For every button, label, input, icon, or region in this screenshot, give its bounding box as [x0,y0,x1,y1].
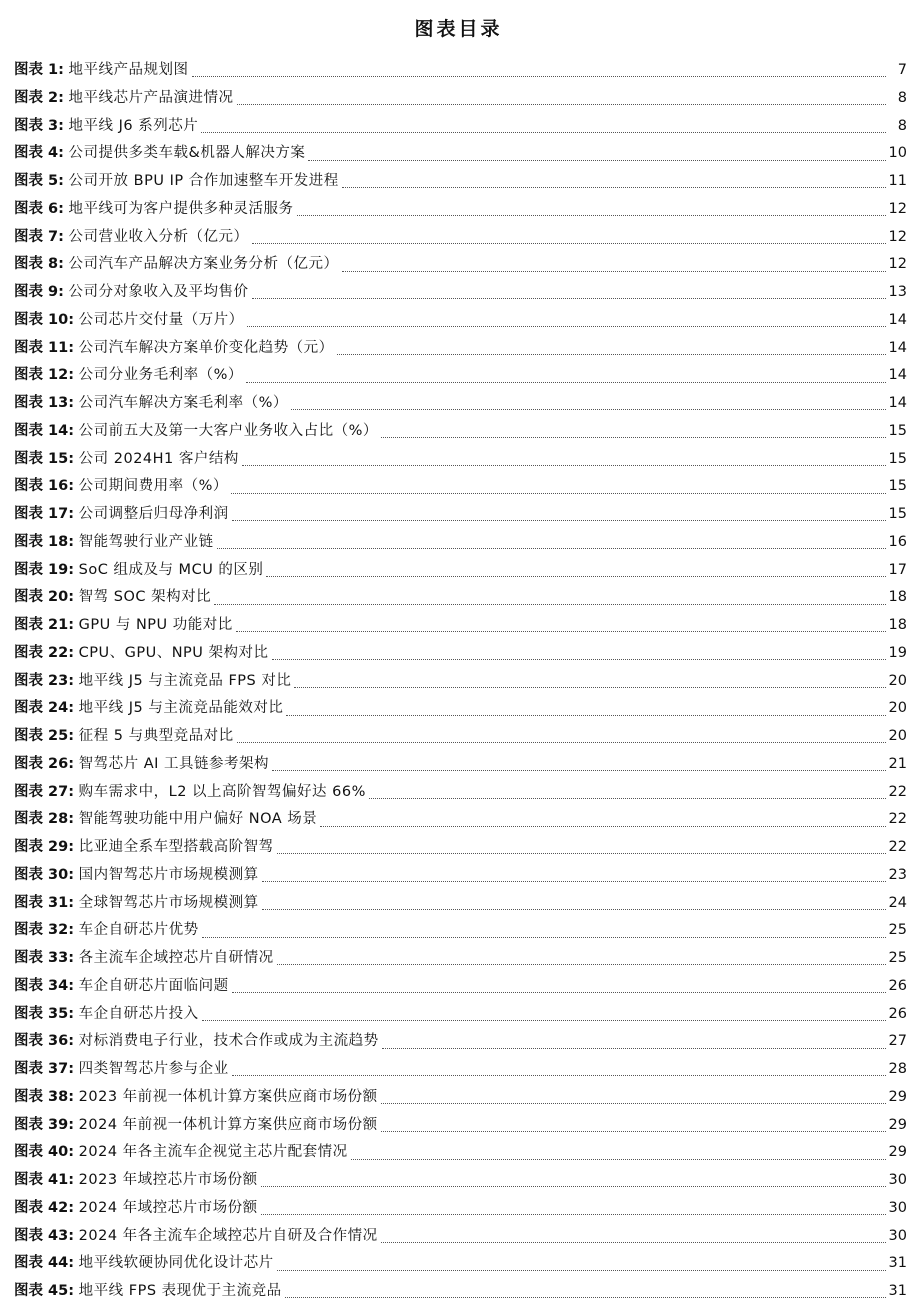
figure-number: 图表 29: [14,839,75,855]
toc-entry-label [14,529,214,557]
toc-entry[interactable] [14,917,907,945]
figure-caption: 公司调整后归母净利润 [78,506,229,522]
toc-entry-label [14,1084,378,1112]
dot-leader [297,215,886,216]
figure-number: 图表 24: [14,700,75,717]
page-number: 22 [888,783,907,800]
page-number: 29 [888,1144,907,1161]
page-number: 30 [888,1172,907,1188]
toc-entry-label [14,1139,348,1167]
figure-number: 图表 21: [14,617,75,633]
dot-leader [351,1159,886,1160]
toc-entry-label [14,1250,274,1278]
toc-entry-label [14,612,233,640]
dot-leader [272,770,885,771]
table-of-figures [14,57,907,1306]
toc-entry[interactable] [14,973,907,1001]
page-number: 19 [888,644,907,661]
toc-entry[interactable] [14,1001,907,1029]
figure-caption: 公司期间费用率（%） [78,478,228,495]
toc-entry-label [14,1001,199,1029]
figure-number: 图表 35: [14,1005,75,1022]
figure-number: 图表 39: [14,1116,75,1133]
figure-caption: 公司汽车产品解决方案业务分析（亿元） [68,256,339,273]
page-number: 29 [888,1088,907,1105]
figure-caption: 智能驾驶功能中用户偏好 NOA 场景 [78,811,318,828]
figure-number: 图表 15: [14,450,75,467]
toc-entry-label [14,917,199,945]
dot-leader [277,1270,886,1271]
figure-caption: 公司开放 BPU IP 合作加速整车开发进程 [68,173,339,189]
figure-number: 图表 44: [14,1255,75,1272]
toc-entry[interactable] [14,584,907,612]
toc-entry[interactable] [14,1195,907,1223]
figure-caption: 公司汽车解决方案单价变化趋势（元） [78,339,334,356]
figure-number: 图表 5: [14,173,64,189]
dot-leader [202,937,886,938]
page-number: 8 [897,89,907,106]
figure-caption: 征程 5 与典型竞品对比 [78,728,234,744]
figure-caption: 2024 年各主流车企域控芯片自研及合作情况 [78,1227,378,1244]
toc-entry[interactable] [14,85,907,113]
page-number: 13 [888,284,907,300]
figure-number: 图表 43: [14,1227,75,1244]
figure-caption: 地平线 J5 与主流竞品能效对比 [78,700,284,717]
page-number: 14 [888,339,907,356]
toc-entry-label [14,57,189,85]
toc-entry-label [14,446,239,474]
toc-entry-label [14,806,317,834]
toc-entry[interactable] [14,640,907,668]
toc-entry[interactable] [14,612,907,640]
figure-number: 图表 12: [14,367,75,384]
dot-leader [291,409,886,410]
page-number: 28 [888,1061,907,1077]
dot-leader [277,853,886,854]
figure-number: 图表 19: [14,561,75,578]
toc-entry[interactable] [14,168,907,196]
dot-leader [277,964,886,965]
page-number: 10 [888,145,907,162]
figure-number: 图表 27: [14,783,75,800]
figure-number: 图表 30: [14,866,75,883]
toc-entry-label [14,113,198,141]
page-number: 20 [888,700,907,717]
dot-leader [381,1131,886,1132]
toc-entry[interactable] [14,1278,907,1306]
toc-entry-label [14,362,243,390]
dot-leader [342,271,886,272]
dot-leader [381,437,886,438]
figure-caption: 比亚迪全系车型搭载高阶智驾 [78,839,274,855]
toc-entry-label [14,307,244,335]
toc-entry[interactable] [14,668,907,696]
toc-entry-label [14,862,259,890]
page-number: 30 [888,1199,907,1216]
figure-caption: 地平线可为客户提供多种灵活服务 [68,200,294,217]
toc-entry-label [14,1167,258,1195]
toc-entry-label [14,584,211,612]
dot-leader [261,1214,886,1215]
toc-entry[interactable] [14,307,907,335]
figure-number: 图表 36: [14,1033,75,1050]
toc-entry[interactable] [14,224,907,252]
toc-entry[interactable] [14,1028,907,1056]
page-number: 20 [888,672,907,689]
figure-caption: 对标消费电子行业，技术合作或成为主流趋势 [78,1033,379,1050]
toc-entry-label [14,945,274,973]
page-number: 23 [888,866,907,883]
page-number: 12 [888,228,907,245]
toc-entry[interactable] [14,1084,907,1112]
figure-caption: 地平线 J5 与主流竞品 FPS 对比 [78,672,292,689]
figure-caption: 公司前五大及第一大客户业务收入占比（%） [78,422,378,439]
toc-entry[interactable] [14,806,907,834]
toc-entry-label [14,168,339,196]
toc-entry-label [14,196,294,224]
page-number: 26 [888,1005,907,1022]
figure-caption: 公司 2024H1 客户结构 [78,450,239,467]
figure-caption: 智驾芯片 AI 工具链参考架构 [78,755,270,772]
page-number: 22 [888,839,907,855]
dot-leader [217,548,886,549]
toc-entry-label [14,1223,378,1251]
toc-entry-label [14,973,229,1001]
page-number: 25 [888,950,907,966]
toc-entry[interactable] [14,140,907,168]
figure-caption: 2024 年前视一体机计算方案供应商市场份额 [78,1116,378,1133]
figure-number: 图表 4: [14,145,64,162]
toc-entry[interactable] [14,557,907,585]
toc-entry[interactable] [14,251,907,279]
page-number: 14 [888,367,907,384]
page-number: 22 [888,811,907,828]
figure-number: 图表 11: [14,339,75,356]
page-number: 21 [888,755,907,772]
toc-entry[interactable] [14,529,907,557]
figure-number: 图表 10: [14,311,75,328]
toc-entry[interactable] [14,362,907,390]
toc-entry[interactable] [14,1056,907,1084]
page-number: 16 [888,533,907,550]
toc-entry[interactable] [14,418,907,446]
figure-number: 图表 17: [14,506,75,522]
dot-leader [272,659,886,660]
dot-leader [247,326,886,327]
dot-leader [231,493,886,494]
toc-entry-label [14,723,234,751]
toc-entry-label [14,1112,378,1140]
figure-number: 图表 32: [14,922,75,939]
toc-entry[interactable] [14,890,907,918]
dot-leader [232,1075,886,1076]
figure-number: 图表 9: [14,284,64,300]
toc-entry-label [14,140,305,168]
toc-entry-label [14,279,249,307]
dot-leader [232,520,886,521]
figure-caption: 公司汽车解决方案毛利率（%） [78,395,288,411]
figure-number: 图表 34: [14,977,75,994]
toc-entry[interactable] [14,196,907,224]
toc-entry[interactable] [14,113,907,141]
figure-caption: 公司分对象收入及平均售价 [68,284,249,300]
toc-entry[interactable] [14,945,907,973]
dot-leader [236,631,886,632]
toc-entry[interactable] [14,862,907,890]
toc-entry-label [14,779,366,807]
dot-leader [308,160,885,161]
toc-entry[interactable] [14,1223,907,1251]
figure-number: 图表 8: [14,256,64,273]
toc-entry-label [14,751,269,779]
dot-leader [342,187,886,188]
toc-entry[interactable] [14,390,907,418]
toc-entry-label [14,251,339,279]
page-number: 30 [888,1227,907,1244]
toc-entry-label [14,418,378,446]
dot-leader [285,1297,886,1298]
figure-caption: 国内智驾芯片市场规模测算 [78,866,259,883]
figure-caption: 四类智驾芯片参与企业 [78,1061,229,1077]
page-number: 15 [888,422,907,439]
figure-number: 图表 3: [14,117,64,134]
toc-entry[interactable] [14,779,907,807]
figure-number: 图表 40: [14,1144,75,1161]
figure-number: 图表 7: [14,228,64,245]
toc-entry-label [14,557,263,585]
toc-entry[interactable] [14,1112,907,1140]
figure-number: 图表 14: [14,422,75,439]
figure-caption: 车企自研芯片面临问题 [78,977,229,994]
toc-entry[interactable] [14,335,907,363]
figure-number: 图表 28: [14,811,75,828]
figure-caption: 公司分业务毛利率（%） [78,367,243,384]
figure-caption: 公司芯片交付量（万片） [78,311,244,328]
figure-caption: 智驾 SOC 架构对比 [78,589,212,606]
toc-entry-label [14,473,228,501]
figure-caption: CPU、GPU、NPU 架构对比 [78,644,269,661]
page-number: 29 [888,1116,907,1133]
toc-entry-label [14,695,283,723]
page-number: 18 [888,589,907,606]
figure-caption: 购车需求中，L2 以上高阶智驾偏好达 66% [78,783,366,800]
dot-leader [337,354,886,355]
toc-entry-label [14,1028,379,1056]
dot-leader [237,104,886,105]
toc-entry[interactable] [14,57,907,85]
page-number: 14 [888,395,907,411]
figure-number: 图表 22: [14,644,75,661]
toc-entry-label [14,1056,229,1084]
toc-entry[interactable] [14,723,907,751]
dot-leader [252,243,886,244]
toc-entry-label [14,890,259,918]
toc-entry-label [14,335,334,363]
figure-caption: 全球智驾芯片市场规模测算 [78,894,259,911]
figure-caption: GPU 与 NPU 功能对比 [78,617,233,633]
dot-leader [242,465,886,466]
toc-entry[interactable] [14,834,907,862]
toc-entry[interactable] [14,1250,907,1278]
page-number: 25 [888,922,907,939]
page-title: 图表目录 [414,18,503,40]
figure-number: 图表 13: [14,395,75,411]
figure-number: 图表 41: [14,1172,75,1188]
figure-number: 图表 37: [14,1061,75,1077]
dot-leader [381,1103,886,1104]
page-number: 26 [888,977,907,994]
page-number: 8 [897,117,907,134]
figure-number: 图表 31: [14,894,75,911]
figure-number: 图表 1: [14,62,64,78]
page-number: 27 [888,1033,907,1050]
figure-caption: 2024 年各主流车企视觉主芯片配套情况 [78,1144,348,1161]
dot-leader [232,992,886,993]
figure-number: 图表 18: [14,533,75,550]
figure-number: 图表 6: [14,200,64,217]
toc-entry[interactable] [14,279,907,307]
page-number: 7 [897,62,907,78]
page-number: 12 [888,200,907,217]
toc-entry-label [14,668,291,696]
figure-caption: 智能驾驶行业产业链 [78,533,214,550]
page-number: 20 [888,728,907,744]
dot-leader [246,382,886,383]
figure-number: 图表 25: [14,728,75,744]
toc-entry-label [14,224,249,252]
figure-number: 图表 38: [14,1088,75,1105]
figure-caption: 车企自研芯片优势 [78,922,199,939]
page-number: 18 [888,617,907,633]
figure-caption: 2023 年前视一体机计算方案供应商市场份额 [78,1088,378,1105]
figure-caption: 地平线软硬协同优化设计芯片 [78,1255,274,1272]
dot-leader [320,826,885,827]
figure-caption: 2024 年域控芯片市场份额 [78,1199,258,1216]
dot-leader [237,742,886,743]
dot-leader [266,576,885,577]
page-number: 31 [888,1283,907,1299]
toc-entry-label [14,640,269,668]
toc-entry-label [14,390,288,418]
figure-number: 图表 16: [14,478,75,495]
figure-caption: 各主流车企域控芯片自研情况 [78,950,274,966]
figure-caption: 2023 年域控芯片市场份额 [78,1172,258,1188]
toc-entry[interactable] [14,446,907,474]
figure-number: 图表 2: [14,89,64,106]
dot-leader [214,604,885,605]
dot-leader [192,76,886,77]
figure-number: 图表 26: [14,755,75,772]
dot-leader [262,909,886,910]
figure-number: 图表 20: [14,589,75,606]
page-number: 24 [888,894,907,911]
toc-entry[interactable] [14,1139,907,1167]
page-number: 15 [888,506,907,522]
page-number: 15 [888,450,907,467]
dot-leader [262,881,886,882]
page-number: 31 [888,1255,907,1272]
page-number: 12 [888,256,907,273]
dot-leader [252,298,886,299]
figure-caption: 地平线 FPS 表现优于主流竞品 [78,1283,282,1299]
figure-caption: 公司营业收入分析（亿元） [68,228,249,245]
page-number: 15 [888,478,907,495]
toc-entry[interactable] [14,1167,907,1195]
figure-caption: SoC 组成及与 MCU 的区别 [78,561,264,578]
page-number: 17 [888,561,907,578]
toc-entry[interactable] [14,751,907,779]
dot-leader [202,1020,886,1021]
toc-entry-label [14,501,229,529]
figure-caption: 地平线产品规划图 [68,62,189,78]
page-number: 11 [888,173,907,189]
figure-caption: 地平线芯片产品演进情况 [68,89,234,106]
toc-entry[interactable] [14,695,907,723]
dot-leader [201,132,886,133]
figure-number: 图表 33: [14,950,75,966]
dot-leader [369,798,886,799]
figure-caption: 车企自研芯片投入 [78,1005,199,1022]
figure-number: 图表 42: [14,1199,75,1216]
page-number: 14 [888,311,907,328]
figure-number: 图表 45: [14,1283,75,1299]
toc-entry-label [14,1278,282,1306]
dot-leader [382,1048,886,1049]
dot-leader [261,1186,886,1187]
dot-leader [286,715,885,716]
figure-number: 图表 23: [14,672,75,689]
toc-entry[interactable] [14,473,907,501]
dot-leader [381,1242,886,1243]
toc-entry-label [14,1195,258,1223]
figure-caption: 地平线 J6 系列芯片 [68,117,199,134]
dot-leader [294,687,885,688]
figure-caption: 公司提供多类车载&机器人解决方案 [68,145,306,162]
toc-entry-label [14,834,274,862]
toc-entry-label [14,85,234,113]
toc-entry[interactable] [14,501,907,529]
